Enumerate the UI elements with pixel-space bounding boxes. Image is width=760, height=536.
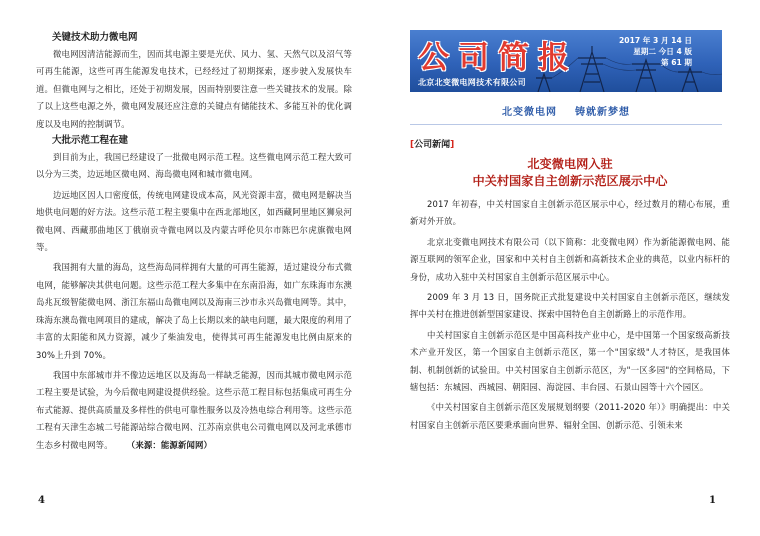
- issue-number: 第 61 期: [660, 58, 692, 67]
- slogan-bar: [410, 100, 722, 125]
- headline-line-1: 北变微电网入驻: [527, 157, 613, 171]
- paragraph: 《中关村国家自主创新示范区发展规划纲要（2011-2020 年）》明确提出：中关村国家自主创新示范区要秉承面向世界、辐射全国、创新示范、引领未来: [410, 402, 730, 430]
- headline-line-2: 中关村国家自主创新示范区展示中心: [472, 174, 668, 188]
- masthead-banner: [410, 30, 722, 92]
- headline: [410, 156, 730, 190]
- paragraph-last: [36, 367, 352, 454]
- news-category-tag: [公司新闻]: [410, 140, 455, 150]
- paragraph: 到目前为止，我国已经建设了一批微电网示范工程。这些微电网示范工程大致可以分为三类，边远地区微电网、海岛微电网和城市微电网。: [36, 152, 352, 180]
- paragraph: 中关村国家自主创新示范区是中国高科技产业中心，是中国第一个国家级高新技术产业开发区，第一个国家自主创新示范区，第一个"国家级"人才特区，是我国体制、机制创新的试验田。中关村国家自主创新示范区，为"一区多园"的空间格局，下辖包括：东城园、西城园、朝阳园、海淀园、丰台园、石景山园等十六个园区。: [410, 329, 730, 393]
- source-credit: （来源：能源新闻网）: [126, 439, 213, 450]
- news-category-label: 公司新闻: [414, 140, 451, 150]
- issue-weekday-pages: 星期二 今日 4 版: [633, 47, 692, 56]
- page-number: 1: [709, 495, 716, 506]
- right-page: [390, 0, 760, 536]
- paragraph-text: 我国中东部城市并不像边远地区以及海岛一样缺乏能源，因而其城市微电网示范工程主要是试验，为今后微电网建设提供经验。这些示范工程目标包括集成可再生分布式能源、提供高质量及多样性的供电可靠性服务以及冷热电综合利用等。这些示范工程有天津生态城二号能源站综合微电网、江苏南京供电公司微电网以及河北承德市生态乡村微电网等。: [36, 369, 352, 450]
- article-body: [410, 196, 730, 434]
- section-title-key-tech: 关键技术助力微电网: [52, 32, 138, 43]
- slogan: 北变微电网 铸就新梦想: [502, 107, 630, 118]
- page-number: 4: [38, 495, 45, 506]
- issue-info: [619, 35, 692, 68]
- section-title-demo-projects: 大批示范工程在建: [52, 135, 129, 147]
- paragraph: 2009 年 3 月 13 日，国务院正式批复建设中关村国家自主创新示范区，继续发挥中关村在推进创新型国家建设、探索中国特色自主创新路上的示范作用。: [410, 292, 730, 320]
- paragraph: 2017 年初春，中关村国家自主创新示范区展示中心，经过数月的精心布展，重新对外开放。: [410, 199, 730, 227]
- paragraph: 微电网因清洁能源而生，因而其电源主要是光伏、风力、氢、天然气以及沼气等可再生能源，这些可再生能源发电技术，已经经过了初期探索，逐步驶入发展快车道。但微电网与之相比，还处于初期发展，因而特别要注意一些关键技术的发展。除了以上这些电源之外，微电网发展还应注意的关键点有储能技术、多能互补的优化调度以及电网的控制调节。: [36, 49, 352, 129]
- paragraph: 北京北变微电网技术有限公司（以下简称：北变微电网）作为新能源微电网、能源互联网的领军企业，国家和中关村自主创新和高新技术企业的典范，以业内标杆的身份，成功入驻中关村国家自主创新示范区展示中心。: [410, 236, 730, 282]
- issue-date: 2017 年 3 月 14 日: [619, 36, 692, 45]
- left-page: [0, 0, 372, 536]
- masthead-title: 公司简报: [418, 40, 578, 76]
- paragraph: 我国拥有大量的海岛，这些海岛同样拥有大量的可再生能源，适过建设分布式微电网，能够解决其供电问题。这些示范工程大多集中在东南沿海，如广东珠海市东澳岛兆瓦级智能微电网、浙江东福山岛微电网以及海南三沙市永兴岛微电网等。其中，珠海东澳岛微电网项目的建成，解决了岛上长期以来的缺电问题，最大限度的利用了丰富的太阳能和风力资源，减少了柴油发电，使得其可再生能源发电比例由原来的 30%上升到 70%。: [36, 262, 352, 360]
- company-name: 北京北变微电网技术有限公司: [418, 78, 526, 87]
- paragraph: 边远地区因人口密度低，传统电网建设成本高，风光资源丰富，微电网是解决当地供电问题的好方法。这些示范工程主要集中在西北部地区，如西藏阿里地区狮泉河微电网、西藏那曲地区丁俄崩贡寺微电网以及内蒙古呼伦贝尔市陈巴尔虎旗微电网等。: [36, 189, 352, 253]
